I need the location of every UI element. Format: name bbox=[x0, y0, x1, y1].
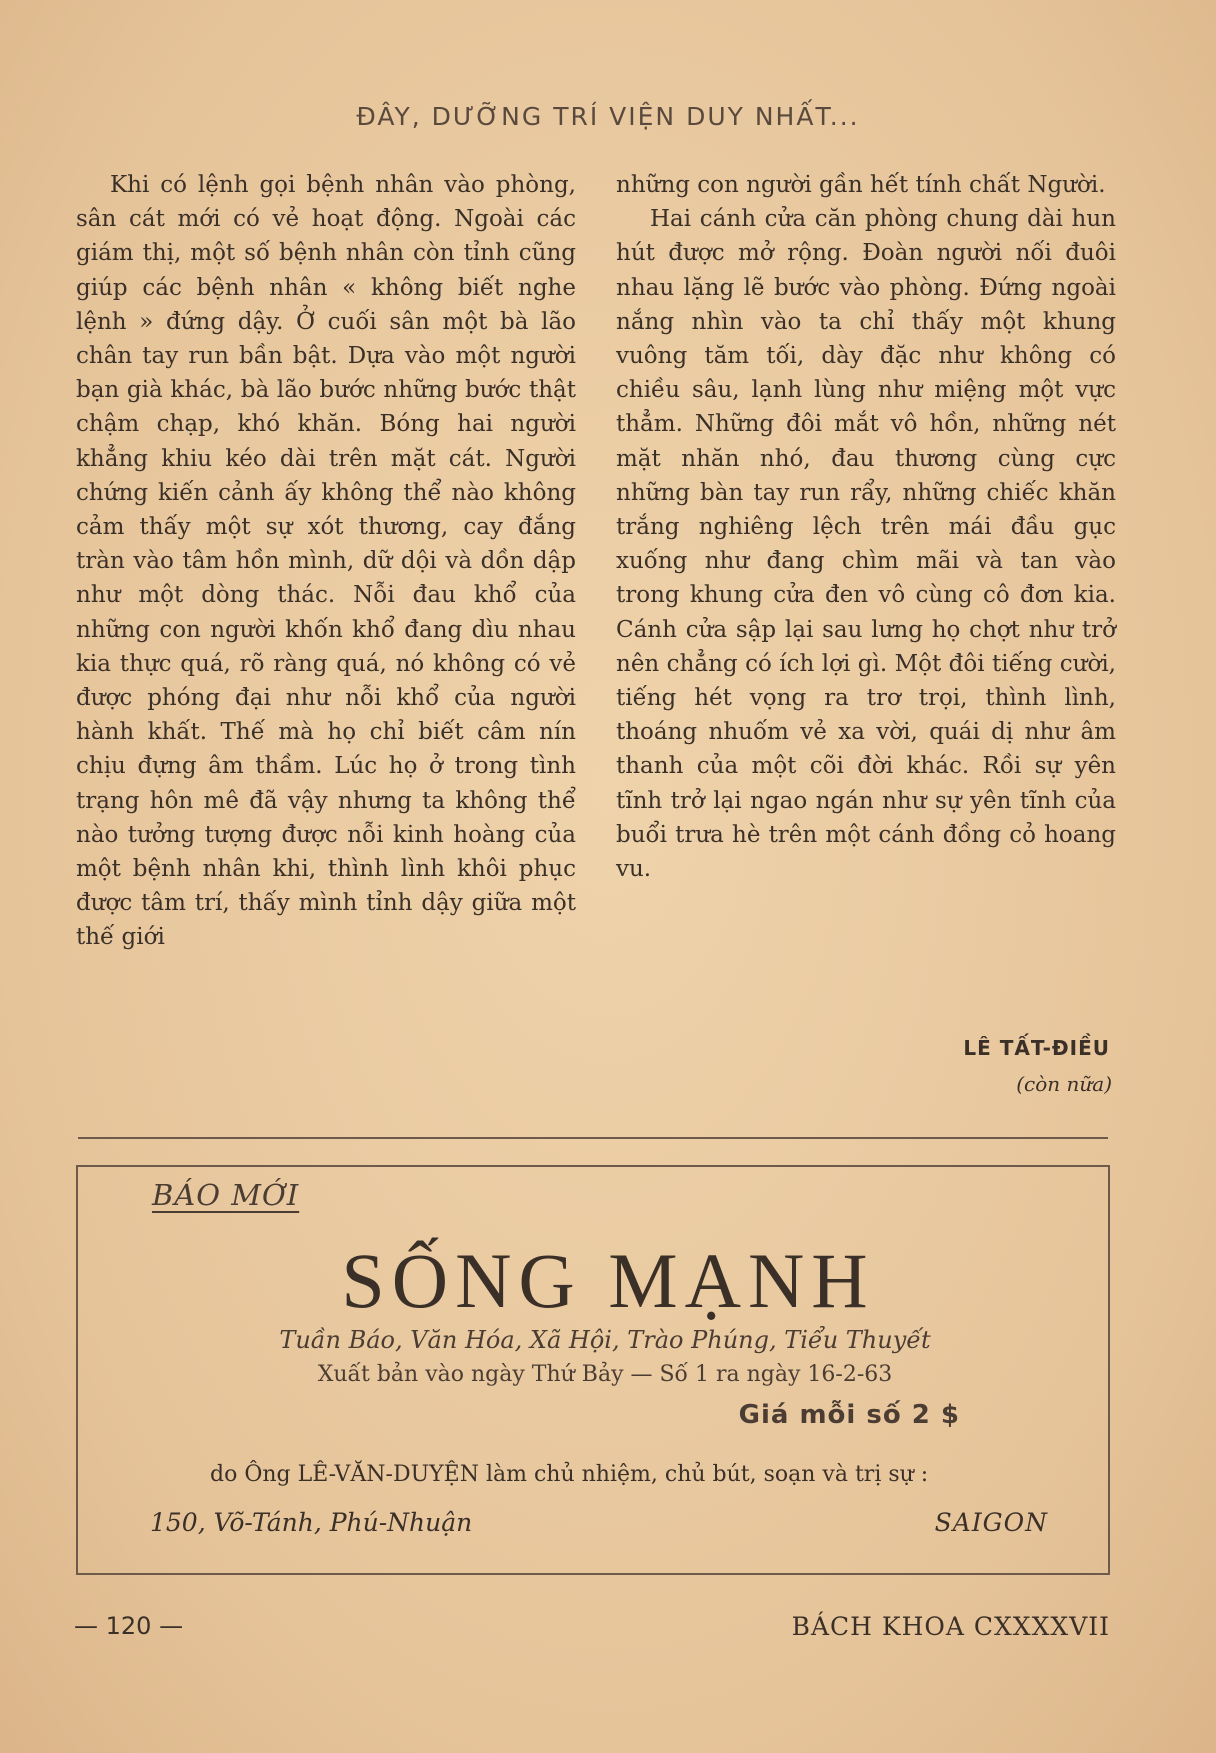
ad-publisher: do Ông LÊ-VĂN-DUYỆN làm chủ nhiệm, chủ bút, soạn và trị sự : bbox=[210, 1462, 929, 1487]
article-left-column bbox=[76, 168, 576, 955]
ad-address: 150, Võ-Tánh, Phú-Nhuận bbox=[150, 1508, 473, 1537]
ad-kicker: BÁO MỚI bbox=[152, 1178, 300, 1212]
running-title: ĐÂY, DƯỠNG TRÍ VIỆN DUY NHẤT... bbox=[356, 102, 860, 131]
article-paragraph: những con người gần hết tính chất Người. bbox=[616, 172, 1106, 198]
ad-city: SAIGON bbox=[934, 1508, 1048, 1537]
continued-note: (còn nữa) bbox=[1016, 1072, 1112, 1096]
page-number: — 120 — bbox=[74, 1612, 184, 1640]
article-paragraph: Khi có lệnh gọi bệnh nhân vào phòng, sân cát mới có vẻ hoạt động. Ngoài các giám thị, một số bệnh nhân còn tỉnh cũng giúp các bệnh nhân « không biết nghe lệnh » đứng dậy. Ở cuối sân một bà lão chân tay run bần bật. Dựa vào một người bạn già khác, bà lão bước những bước thật chậm chạp, khó khăn. Bóng hai người khẳng khiu kéo dài trên mặt cát. Người chứng kiến cảnh ấy không thể nào không cảm thấy một sự xót thương, cay đắng tràn vào tâm hồn mình, dữ dội và dồn dập như một dòng thác. Nỗi đau khổ của những con người khốn khổ đang dìu nhau kia thực quá, rõ ràng quá, nó không có vẻ được phóng đại như nỗi khổ của người hành khất. Thế mà họ chỉ biết câm nín chịu đựng âm thầm. Lúc họ ở trong tình trạng hôn mê đã vậy nhưng ta không thể nào tưởng tượng được nỗi kinh hoàng của một bệnh nhân khi, thình lình khôi phục được tâm trí, thấy mình tỉnh dậy giữa một thế giới bbox=[76, 172, 576, 951]
author-signature: LÊ TẤT-ĐIỀU bbox=[963, 1036, 1110, 1060]
ad-subtitle: Tuần Báo, Văn Hóa, Xã Hội, Trào Phúng, Tiểu Thuyết bbox=[279, 1326, 931, 1354]
article-right-column bbox=[616, 168, 1116, 886]
section-divider bbox=[78, 1137, 1108, 1139]
ad-title: SỐNG MẠNH bbox=[341, 1237, 875, 1324]
article-paragraph: Hai cánh cửa căn phòng chung dài hun hút được mở rộng. Đoàn người nối đuôi nhau lặng lẽ bước vào phòng. Đứng ngoài nắng nhìn vào ta chỉ thấy một khung vuông tăm tối, dày đặc như không có chiều sâu, lạnh lùng như miệng một vực thẳm. Những đôi mắt vô hồn, những nét mặt nhăn nhó, đau thương cùng cực những bàn tay run rẩy, những chiếc khăn trắng nghiêng lệch trên mái đầu gục xuống như đang chìm mãi và tan vào trong khung cửa đen vô cùng cô đơn kia. Cánh cửa sập lại sau lưng họ chợt như trở nên chẳng có ích lợi gì. Một đôi tiếng cười, tiếng hét vọng ra trơ trọi, thình lình, thoáng nhuốm vẻ xa vời, quái dị như âm thanh của một cõi đời khác. Rồi sự yên tĩnh trở lại ngao ngán như sự yên tĩnh của buổi trưa hè trên một cánh đồng cỏ hoang vu. bbox=[616, 206, 1116, 883]
ad-issue-info: Xuất bản vào ngày Thứ Bảy — Số 1 ra ngày 16-2-63 bbox=[317, 1362, 893, 1387]
magazine-issue: BÁCH KHOA CXXXXVII bbox=[791, 1612, 1110, 1641]
ad-price: Giá mỗi số 2 $ bbox=[738, 1400, 960, 1430]
